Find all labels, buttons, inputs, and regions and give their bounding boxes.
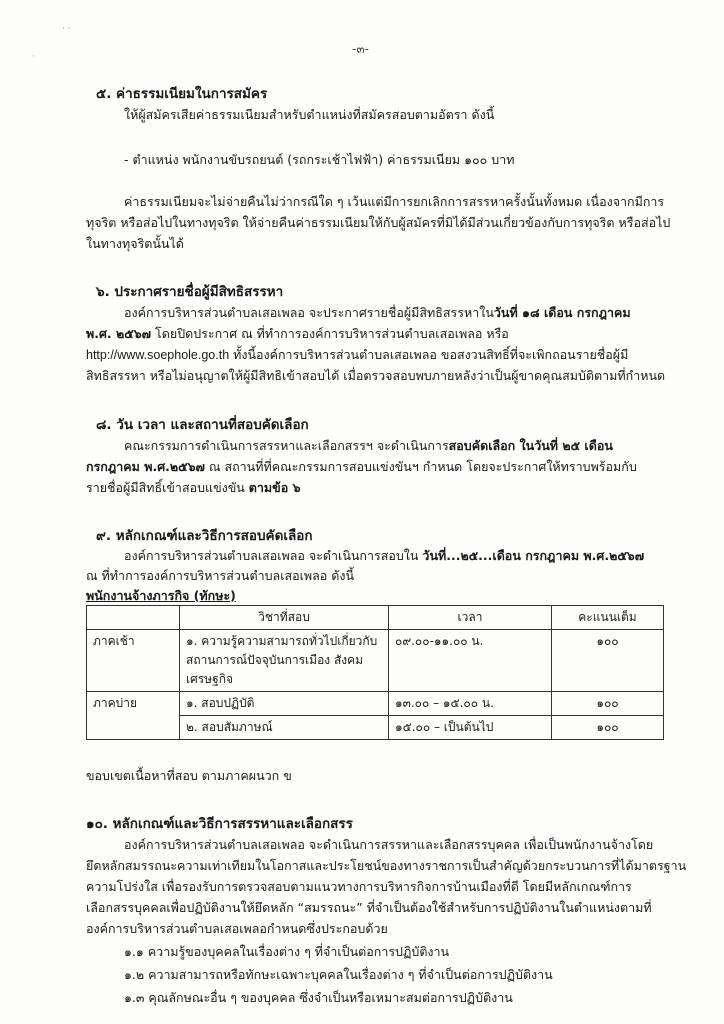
section-8-heading: ๘. วัน เวลา และสถานที่สอบคัดเลือก bbox=[96, 417, 309, 433]
table-header bbox=[87, 606, 180, 630]
session-cell bbox=[87, 716, 180, 740]
section-8-date: สอบคัดเลือก ในวันที่ ๒๕ เดือน bbox=[448, 438, 613, 453]
table-header: คะแนนเต็ม bbox=[552, 606, 664, 630]
competency-item: ๑.๒ ความสามารถหรือทักษะเฉพาะบุคคลในเรื่องต่าง ๆ ที่จำเป็นต่อการปฏิบัติงาน bbox=[124, 967, 553, 982]
section-8-text: รายชื่อผู้มีสิทธิ์เข้าสอบแข่งขัน bbox=[86, 480, 249, 495]
section-5-note-line: ทุจริต หรือส่อไปในทางทุจริต ให้จ่ายคืนค่าธรรมเนียมให้กับผู้สมัครที่มิได้มีส่วนเกี่ยวข้องกับการทุจริต หรือส่อไป bbox=[86, 215, 671, 230]
score-cell: ๑๐๐ bbox=[552, 630, 664, 692]
section-8-text: ณ สถานที่ที่คณะกรรมการสอบแข่งขันฯ กำหนด โดยจะประกาศให้ทราบพร้อมกับ bbox=[204, 459, 637, 474]
session-cell: ภาคบ่าย bbox=[87, 692, 180, 716]
section-6-line bbox=[124, 303, 631, 323]
scan-mark: · bbox=[32, 52, 35, 62]
section-6-year: พ.ศ. ๒๕๖๗ bbox=[86, 326, 152, 341]
section-9-text: องค์การบริหารส่วนตำบลเสอเพลอ จะดำเนินการสอบใน bbox=[124, 548, 423, 563]
section-6-line bbox=[86, 345, 628, 365]
section-10-line: องค์การบริหารส่วนตำบลเสอเพลอ จะดำเนินการสรรหาและเลือกสรรบุคคล เพื่อเป็นพนักงานจ้างโดย bbox=[124, 837, 654, 852]
competency-item: ๑.๓ คุณลักษณะอื่น ๆ ของบุคคล ซึ่งจำเป็นหรือเหมาะสมต่อการปฏิบัติงาน bbox=[124, 990, 513, 1005]
section-6-line: สิทธิสรรหา หรือไม่อนุญาตให้ผู้มีสิทธิเข้าสอบได้ เมื่อตรวจสอบพบภายหลังว่าเป็นผู้ขาดคุณสมบัติตามที่กำหนด bbox=[86, 368, 666, 383]
subject-cell bbox=[180, 630, 389, 692]
time-cell: ๑๓.๐๐ – ๑๕.๐๐ น. bbox=[389, 692, 552, 716]
section-9-line: ณ ที่ทำการองค์การบริหารส่วนตำบลเสอเพลอ ดังนี้ bbox=[86, 568, 355, 583]
section-8-year: กรกฎาคม พ.ศ.๒๕๖๗ bbox=[86, 459, 205, 474]
section-6-line bbox=[86, 324, 509, 344]
section-9-date: วันที่...๒๕...เดือน กรกฎาคม พ.ศ.๒๕๖๗ bbox=[422, 548, 645, 563]
table-header-row bbox=[87, 606, 664, 630]
competency-item: ๑.๑ ความรู้ของบุคคลในเรื่องต่าง ๆ ที่จำเป็นต่อการปฏิบัติงาน bbox=[124, 944, 450, 959]
table-header: วิชาที่สอบ bbox=[180, 606, 389, 630]
table-caption: พนักงานจ้างภารกิจ (ทักษะ) bbox=[86, 588, 236, 603]
score-cell: ๑๐๐ bbox=[552, 692, 664, 716]
section-8-text: คณะกรรมการดำเนินการสรรหาและเลือกสรรฯ จะดำเนินการ bbox=[124, 438, 449, 453]
exam-scope-note: ขอบเขตเนื้อหาที่สอบ ตามภาคผนวก ข bbox=[86, 768, 292, 783]
table-row bbox=[87, 630, 664, 692]
table-row bbox=[87, 716, 664, 740]
section-10-line: องค์การบริหารส่วนตำบลเสอเพลอกำหนดซึ่งประกอบด้วย bbox=[86, 921, 388, 936]
section-5-note-line: ในทางทุจริตนั้นได้ bbox=[86, 236, 184, 251]
time-cell: ๐๙.๐๐-๑๑.๐๐ น. bbox=[389, 630, 552, 692]
section-6-date: วันที่ ๑๘ เดือน กรกฎาคม bbox=[493, 305, 631, 320]
section-9-line bbox=[124, 546, 644, 566]
section-8-line bbox=[86, 478, 301, 498]
table-header: เวลา bbox=[389, 606, 552, 630]
session-cell: ภาคเช้า bbox=[87, 630, 180, 692]
section-5-intro: ให้ผู้สมัครเสียค่าธรรมเนียมสำหรับตำแหน่งที่สมัครสอบตามอัตรา ดังนี้ bbox=[124, 107, 495, 122]
section-10-line: เลือกสรรบุคคลเพื่อปฏิบัติงานให้ยึดหลัก “สมรรถนะ” ที่จำเป็นต้องใช้สำหรับการปฏิบัติงานในตำแหน่งตามที่ bbox=[86, 900, 652, 915]
section-6-text: โดยปิดประกาศ ณ ที่ทำการองค์การบริหารส่วนตำบลเสอเพลอ หรือ bbox=[151, 326, 509, 341]
website-link[interactable]: http://www.soephole.go.th bbox=[86, 348, 230, 362]
section-8-line bbox=[86, 457, 637, 477]
score-cell: ๑๐๐ bbox=[552, 716, 664, 740]
exam-schedule-table bbox=[86, 605, 664, 740]
section-6-heading: ๖. ประกาศรายชื่อผู้มีสิทธิสรรหา bbox=[96, 284, 284, 300]
section-6-text: องค์การบริหารส่วนตำบลเสอเพลอ จะประกาศรายชื่อผู้มีสิทธิสรรหาใน bbox=[124, 305, 494, 320]
subject-line: สถานการณ์ปัจจุบันการเมือง สังคม bbox=[186, 653, 364, 667]
section-5-fee-item: - ตำแหน่ง พนักงานขับรถยนต์ (รถกระเช้าไฟฟ้า) ค่าธรรมเนียม ๑๐๐ บาท bbox=[124, 152, 515, 167]
section-5-note-line: ค่าธรรมเนียมจะไม่จ่ายคืนไม่ว่ากรณีใด ๆ เว้นแต่มีการยกเลิกการสรรหาครั้งนั้นทั้งหมด เนื่องจากมีการ bbox=[124, 194, 665, 209]
page-number: -๓- bbox=[352, 42, 369, 56]
scan-mark: · · bbox=[62, 24, 71, 34]
section-5-heading: ๕. ค่าธรรมเนียมในการสมัคร bbox=[96, 86, 268, 102]
section-10-line: ยึดหลักสมรรถนะความเท่าเทียมในโอกาสและประโยชน์ของทางราชการเป็นสำคัญด้วยกระบวนการที่ได้มาตรฐาน bbox=[86, 858, 687, 873]
time-cell: ๑๕.๐๐ – เป็นต้นไป bbox=[389, 716, 552, 740]
subject-line: เศรษฐกิจ bbox=[186, 672, 233, 686]
section-8-ref: ตามข้อ ๖ bbox=[248, 480, 301, 495]
subject-cell: ๒. สอบสัมภาษณ์ bbox=[180, 716, 389, 740]
section-10-heading: ๑๐. หลักเกณฑ์และวิธีการสรรหาและเลือกสรร bbox=[86, 816, 353, 832]
table-row bbox=[87, 692, 664, 716]
section-9-heading: ๙. หลักเกณฑ์และวิธีการสอบคัดเลือก bbox=[96, 528, 313, 544]
section-6-text: ทั้งนี้องค์การบริหารส่วนตำบลเสอเพลอ ขอสงวนสิทธิ์ที่จะเพิกถอนรายชื่อผู้มี bbox=[229, 347, 629, 362]
subject-cell: ๑. สอบปฏิบัติ bbox=[180, 692, 389, 716]
section-8-line bbox=[124, 436, 613, 456]
section-10-line: ความโปร่งใส เพื่อรองรับการตรวจสอบตามแนวทางการบริหารกิจการบ้านเมืองที่ดี โดยมีหลักเกณฑ์การ bbox=[86, 879, 632, 894]
subject-line: ๑. ความรู้ความสามารถทั่วไปเกี่ยวกับ bbox=[186, 634, 378, 648]
